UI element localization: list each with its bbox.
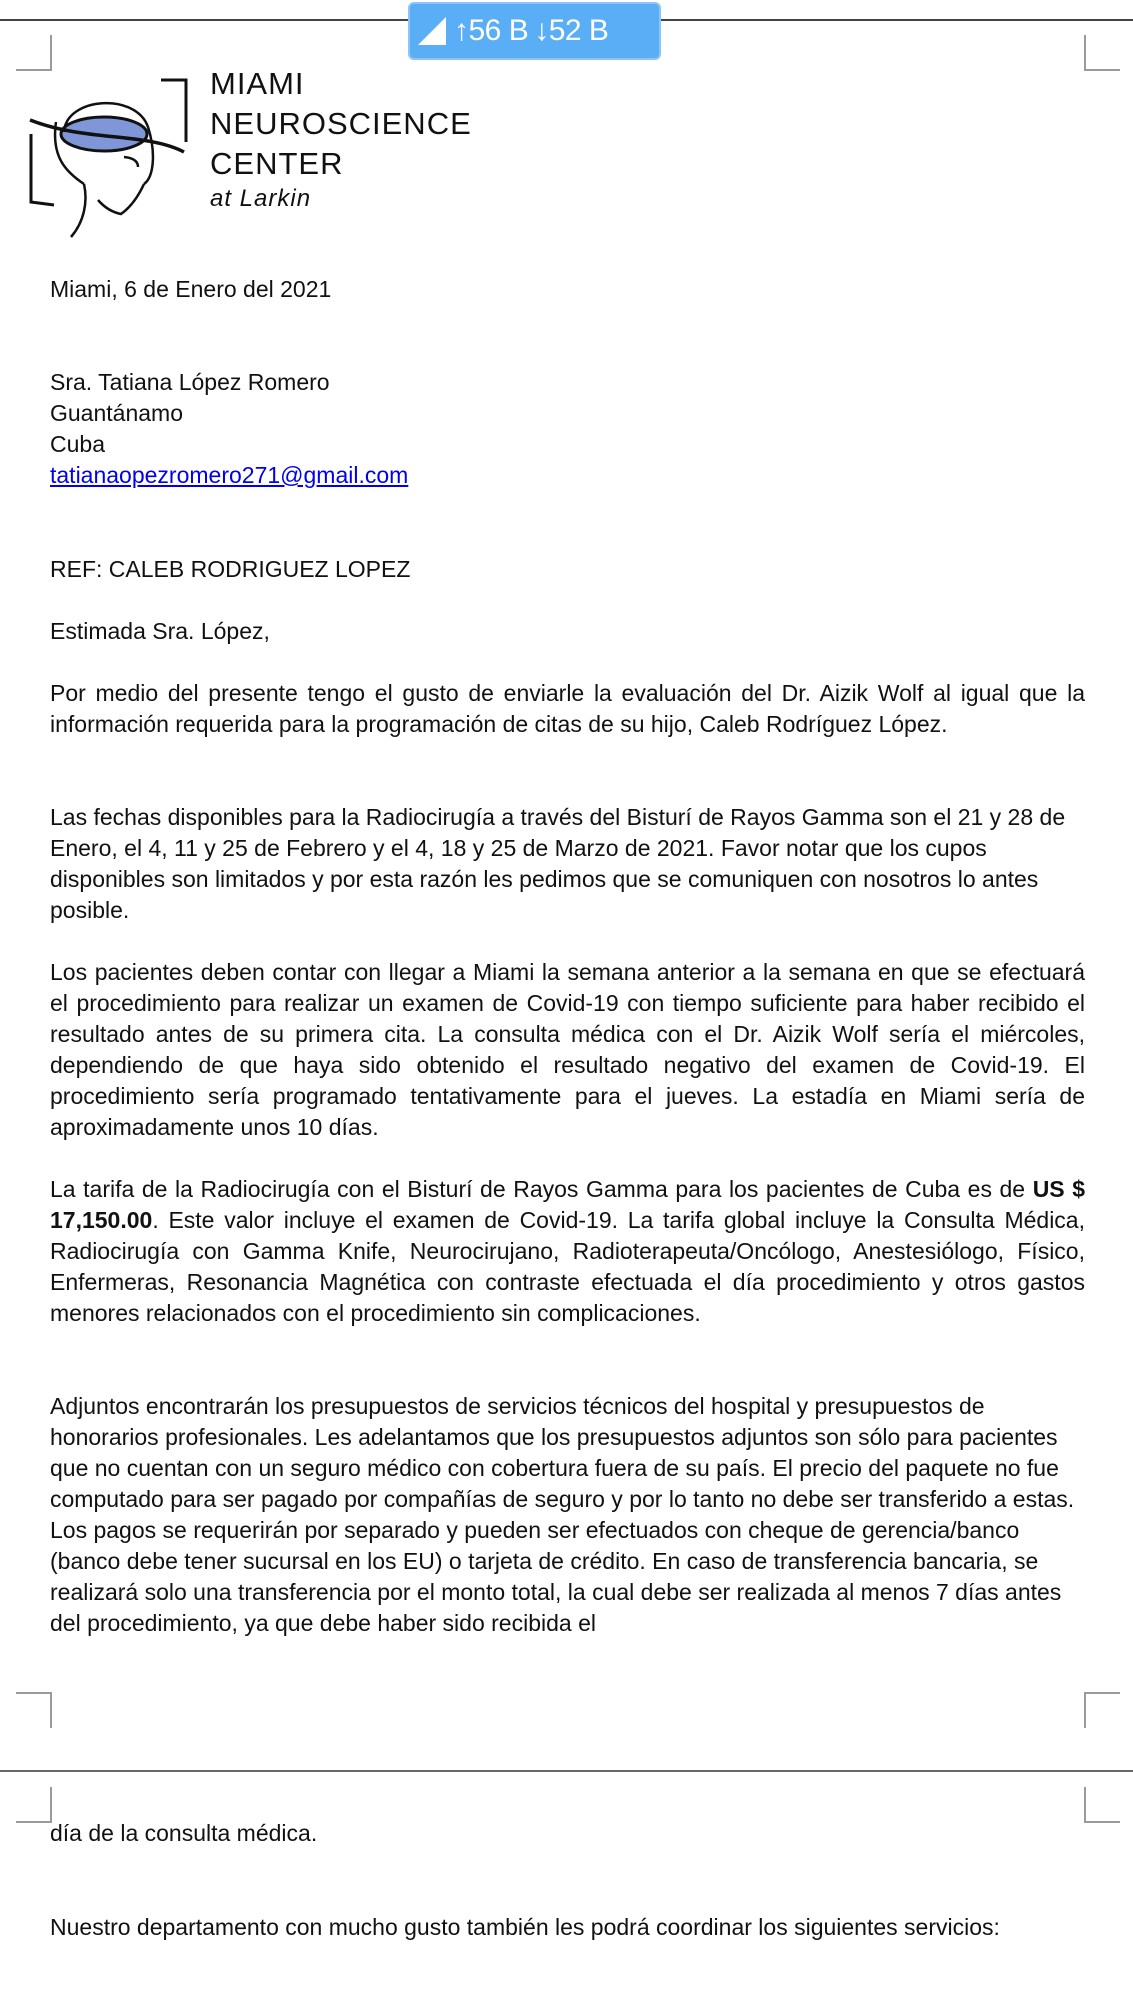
margin-mark-top-left [16,35,52,71]
paragraph-2-block [50,802,1085,926]
margin-mark-bottom-left [16,1692,52,1728]
paragraph-3-block [50,957,1085,1143]
paragraph-1-block [50,678,1085,740]
logo-line-2: NEUROSCIENCE [210,106,472,141]
paragraph-4-rest: . Este valor incluye el examen de Covid-19. La tarifa global incluye la Consulta Médica, Radiocirugía con Gamma Knife, Neurocirujano, Radioterapeuta/Oncólogo, Anestesiólogo, Físico, Enfermeras, Resonancia Magnética con contraste efectuada el día procedimiento y otros gastos menores relacionados con el procedimiento sin complicaciones. [50,1207,1085,1326]
organization-logo-text [210,64,472,214]
paragraph-2: Las fechas disponibles para la Radiocirugía a través del Bisturí de Rayos Gamma son el 21 y 28 de Enero, el 4, 11 y 25 de Febrero y el 4, 18 y 25 de Marzo de 2021. Favor notar que los cupos disponibles son limitados y por esta razón les pedimos que se comuniquen con nosotros lo antes posible. [50,804,1066,923]
margin-mark-top-left [16,1787,52,1823]
paragraph-5-continuation-block [50,1818,1085,1849]
paragraph-4 [50,1174,1085,1329]
recipient-address [50,367,1085,491]
upload-speed: ↑56 B [454,14,529,47]
reference-line: REF: CALEB RODRIGUEZ LOPEZ [50,556,411,582]
head-logo-icon [26,72,196,240]
paragraph-5-block [50,1391,1085,1639]
paragraph-6: Nuestro departamento con mucho gusto también les podrá coordinar los siguientes servicios: [50,1914,1000,1940]
paragraph-4-block [50,1174,1085,1329]
recipient-country: Cuba [50,431,105,457]
paragraph-3: Los pacientes deben contar con llegar a Miami la semana anterior a la semana en que se efectuará el procedimiento para realizar un examen de Covid-19 con tiempo suficiente para haber recibido el resultado antes de su primera cita. La consulta médica con el Dr. Aizik Wolf sería el miércoles, dependiendo de que haya sido obtenido el resultado negativo del examen de Covid-19. El procedimiento sería programado tentativamente para el jueves. La estadía en Miami sería de aproximadamente unos 10 días. [50,959,1085,1140]
greeting: Estimada Sra. López, [50,618,270,644]
download-speed: ↓52 B [534,14,609,47]
margin-mark-bottom-right [1084,1692,1120,1728]
paragraph-4-intro: La tarifa de la Radiocirugía con el Bisturí de Rayos Gamma para los pacientes de Cuba es de [50,1176,1033,1202]
paragraph-6-block [50,1912,1085,1943]
paragraph-5: Adjuntos encontrarán los presupuestos de servicios técnicos del hospital y presupuestos de honorarios profesionales. Les adelantamos que los presupuestos adjuntos son sólo para pacientes que no cuentan con un seguro médico con cobertura fuera de su país. El precio del paquete no fue computado para ser pagado por compañías de seguro y por lo tanto no debe ser transferido a estas. Los pagos se requerirán por separado y pueden ser efectuados con cheque de gerencia/banco (banco debe tener sucursal en los EU) o tarjeta de crédito. En caso de transferencia bancaria, se realizará solo una transferencia por el monto total, la cual debe ser realizada al menos 7 días antes del procedimiento, ya que debe haber sido recibida el [50,1393,1075,1636]
price-amount: US $ 17,150.00 [50,1176,1086,1233]
reference-line-block [50,554,1085,585]
logo-line-3: CENTER [210,146,344,181]
paragraph-5-continuation: día de la consulta médica. [50,1820,318,1846]
page-break [0,1770,1133,1772]
paragraph-1: Por medio del presente tengo el gusto de enviarle la evaluación del Dr. Aizik Wolf al igual que la información requerida para la programación de citas de su hijo, Caleb Rodríguez López. [50,680,1085,737]
letter-date: Miami, 6 de Enero del 2021 [50,276,332,302]
greeting-block [50,616,1085,647]
letter-date-block [50,274,1085,305]
margin-mark-top-right [1084,1787,1120,1823]
signal-icon [418,17,446,45]
logo-line-4: at Larkin [210,185,312,212]
recipient-email-link[interactable]: tatianaopezromero271@gmail.com [50,462,409,488]
logo-line-1: MIAMI [210,66,305,101]
recipient-name: Sra. Tatiana López Romero [50,369,330,395]
recipient-city: Guantánamo [50,400,183,426]
network-speed-indicator [408,2,661,60]
margin-mark-top-right [1084,35,1120,71]
